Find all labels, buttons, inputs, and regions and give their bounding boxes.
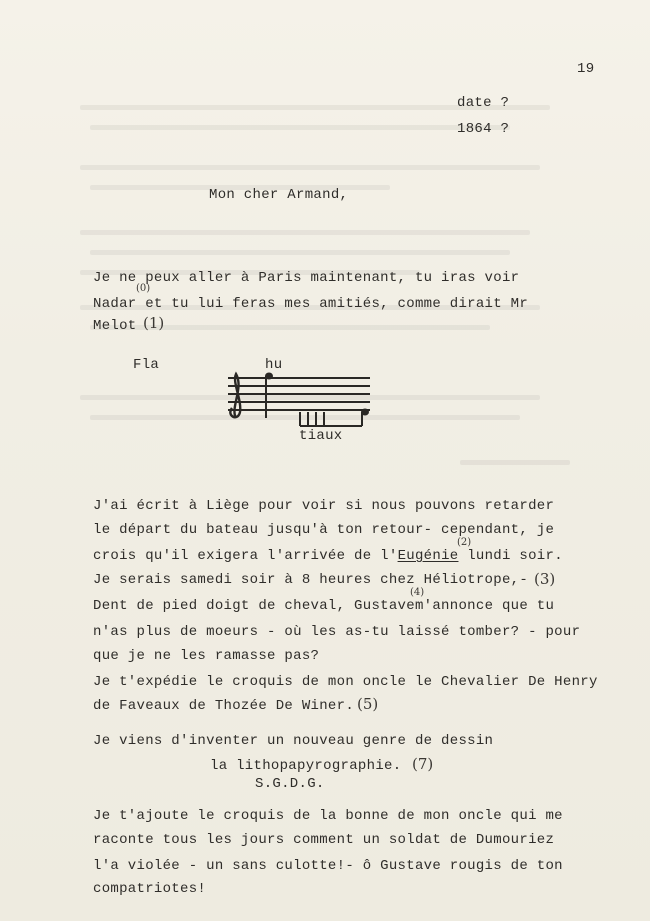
ship-name-eugenie: Eugénie [397,548,459,564]
paragraph-3-line-2: la lithopapyrographie. [210,758,402,774]
paragraph-2-line-8: Je t'expédie le croquis de mon oncle le Chevalier De Henry [93,674,598,690]
paragraph-2-line-4: Je serais samedi soir à 8 heures chez Héliotrope,- [93,572,529,588]
date-line: date ? [457,95,510,111]
footnote-mark-7: (7) [412,755,434,773]
paragraph-2-line-9: de Faveaux de Thozée De Winer. [93,698,355,714]
footnote-mark-4: (4) [410,587,425,598]
music-note-head [361,409,369,416]
footnote-mark-3: (3) [534,570,556,588]
paragraph-3-line-3: S.G.D.G. [255,776,325,792]
footnote-mark-2: (2) [457,537,472,548]
paragraph-4-line-4: compatriotes! [93,881,207,897]
paragraph-2-line-2: le départ du bateau jusqu'à ton retour- cependant, je [93,522,555,538]
paragraph-4-line-2: raconte tous les jours comment un soldat de Dumouriez [93,832,555,848]
paragraph-3-line-1: Je viens d'inventer un nouveau genre de dessin [93,733,494,749]
line-3-start: crois qu'il exigera l'arrivée de l' [93,548,398,564]
music-staff-drawing [222,368,372,430]
paragraph-4-line-3: l'a violée - un sans culotte!- ô Gustave rougis de ton [93,858,563,874]
paragraph-4-line-1: Je t'ajoute le croquis de la bonne de mon oncle qui me [93,808,563,824]
music-note-head [265,373,273,380]
paragraph-1-line-1: Je ne peux aller à Paris maintenant, tu iras voir [93,270,520,286]
paragraph-2-line-1: J'ai écrit à Liège pour voir si nous pouvons retarder [93,498,555,514]
footnote-mark-0: (0) [136,283,151,294]
line-3-end: lundi soir. [467,548,563,564]
paragraph-2-line-7: que je ne les ramasse pas? [93,648,320,664]
paragraph-1-line-2: Nadar et tu lui feras mes amitiés, comme dirait Mr [93,296,529,312]
music-word-left: Fla [133,357,160,373]
paragraph-1-line-3: Melot [93,318,137,334]
year-line: 1864 ? [457,121,510,137]
line-5-end: m'annonce que tu [414,598,555,614]
paragraph-2-line-5 [93,598,554,614]
line-5-start: Dent de pied doigt de cheval, Gustave [93,598,415,614]
salutation: Mon cher Armand, [209,187,349,203]
music-word-top: hu [265,357,283,373]
footnote-mark-5: (5) [357,695,379,713]
music-word-bottom: tiaux [299,428,343,444]
page-number: 19 [577,61,595,77]
paragraph-2-line-3 [93,548,563,564]
paragraph-2-line-6: n'as plus de moeurs - où les as-tu laissé tomber? - pour [93,624,581,640]
footnote-mark-1: (1) [143,314,165,332]
